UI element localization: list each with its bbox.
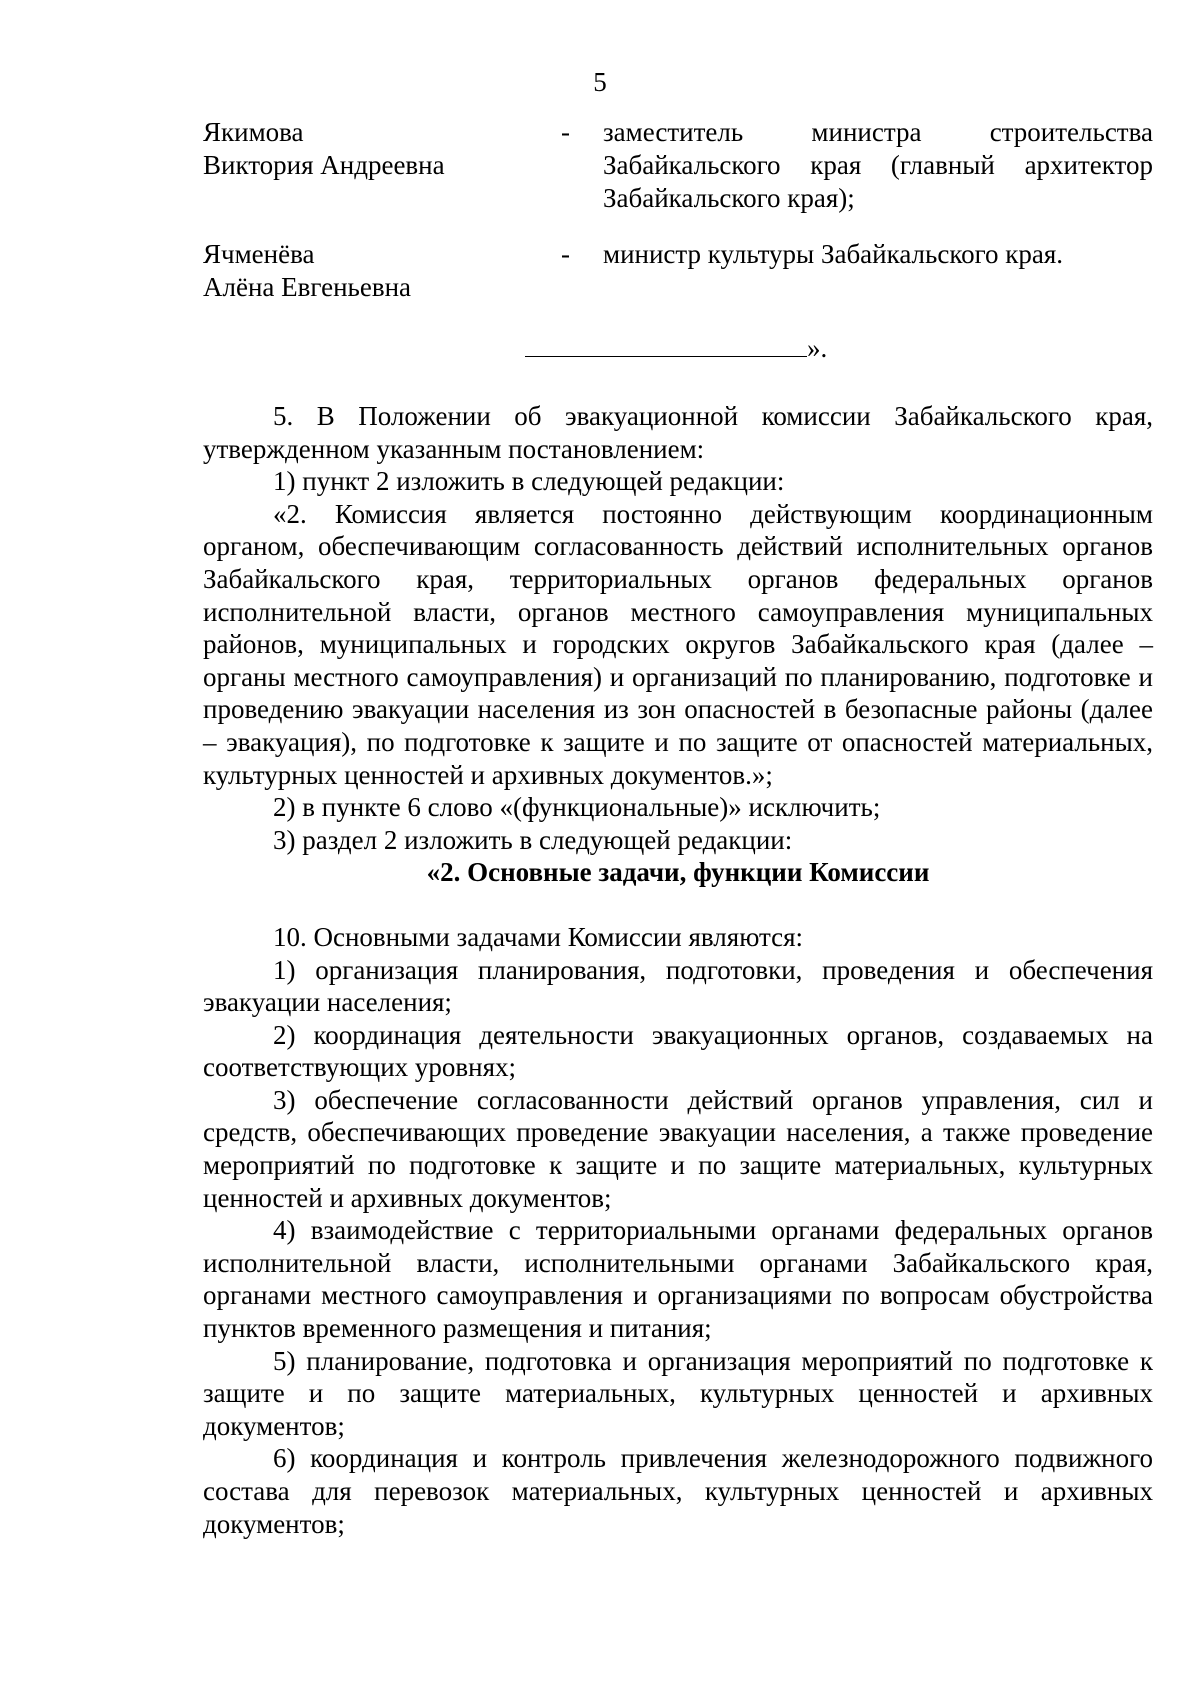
member-name (203, 238, 543, 304)
task-item: 6) координация и контроль привлечения железнодорожного подвижного состава для перевозок материальных, культурных ценностей и архивных документов; (203, 1443, 1153, 1539)
signature-line (525, 334, 807, 357)
paragraph: 5. В Положении об эвакуационной комиссии Забайкальского края, утвержденном указанным постановлением: (203, 401, 1153, 464)
member-dash: - (561, 239, 570, 269)
tasks-intro: 10. Основными задачами Комиссии являются: (273, 921, 804, 952)
member-role: заместитель министра строительства Забайкальского края (главный архитектор Забайкальского края); (603, 117, 1153, 213)
page-number: 5 (593, 67, 607, 97)
task-item: 1) организация планирования, подготовки, проведения и обеспечения эвакуации населения; (203, 954, 1153, 1018)
closing-quote: ». (807, 333, 828, 363)
section-heading: «2. Основные задачи, функции Комиссии (426, 857, 930, 888)
paragraph: 1) пункт 2 изложить в следующей редакции: (273, 466, 785, 497)
document-body (203, 400, 1153, 1540)
paragraph: 3) раздел 2 изложить в следующей редакции: (273, 824, 793, 855)
task-item: 4) взаимодействие с территориальными органами федеральных органов исполнительной власти, исполнительными органами Забайкальского края, органами местного самоуправления и организациями по вопросам обустройства пунктов временного размещения и питания; (203, 1215, 1153, 1344)
task-item: 3) обеспечение согласованности действий органов управления, сил и средств, обеспечивающих проведение эвакуации населения, а также проведение мероприятий по подготовке к защите и по защите материальных, культурных ценностей и архивных документов; (203, 1084, 1153, 1213)
task-item: 2) координация деятельности эвакуационных органов, создаваемых на соответствующих уровнях; (203, 1019, 1153, 1083)
member-given-names: Алёна Евгеньевна (203, 272, 412, 302)
task-item: 5) планирование, подготовка и организация мероприятий по подготовке к защите и по защите материальных, культурных ценностей и архивных документов; (203, 1345, 1153, 1441)
member-name (203, 116, 543, 182)
member-surname: Ячменёва (203, 239, 315, 269)
paragraph: «2. Комиссия является постоянно действующим координационным органом, обеспечивающим согласованность действий исполнительных органов Забайкальского края, территориальных органов федеральных органов исполнительной власти, органов местного самоуправления муниципальных районов, муниципальных и городских округов Забайкальского края (далее – органы местного самоуправления) и организаций по планированию, подготовке и проведению эвакуации населения из зон опасностей в безопасные районы (далее – эвакуация), по подготовке к защите и по защите от опасностей материальных, культурных ценностей и архивных документов.»; (203, 498, 1153, 790)
member-surname: Якимова (203, 117, 304, 147)
member-given-names: Виктория Андреевна (203, 150, 445, 180)
closing-mark (525, 332, 827, 364)
member-dash: - (561, 117, 570, 147)
member-role: министр культуры Забайкальского края. (603, 239, 1063, 269)
paragraph: 2) в пункте 6 слово «(функциональные)» исключить; (273, 792, 881, 823)
